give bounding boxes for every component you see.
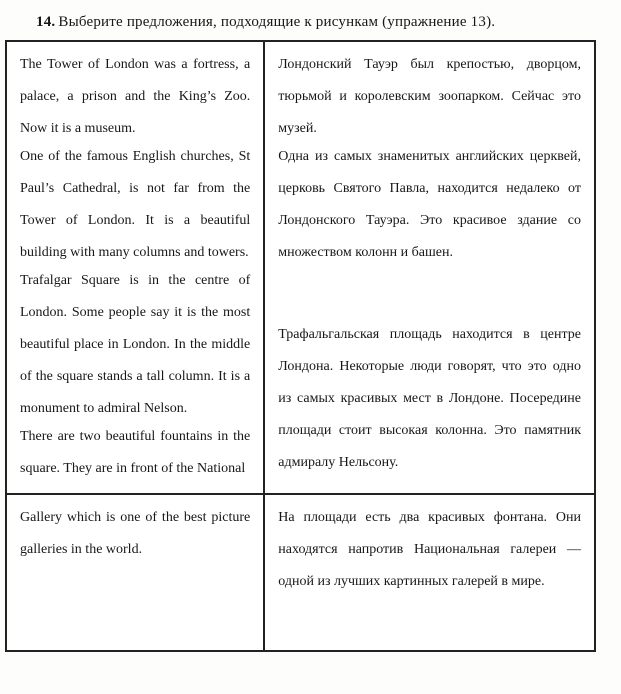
- ru-paragraph-tower: Лондонский Тауэр был крепостью, дворцом, тюрьмой и королевским зоопарком. Сейчас это музей.: [278, 57, 581, 136]
- en-paragraph-fountains: There are two beautiful fountains in the square. They are in front of the National: [20, 429, 251, 476]
- english-cell: [7, 495, 265, 650]
- table-row: [7, 493, 594, 650]
- exercise-header: [36, 12, 601, 32]
- english-cell: [7, 42, 265, 493]
- russian-cell: [265, 42, 594, 493]
- ru-paragraph-trafalgar: Трафальгальская площадь находится в центре Лондона. Некоторые люди говорят, что это одно из самых красивых мест в Лондоне. Посередине площади стоит высокая колонна. Это памятник адмиралу Нельсону.: [278, 327, 581, 470]
- exercise-number: 14.: [36, 14, 56, 30]
- en-paragraph-cathedral: One of the famous English churches, St Paul’s Cathedral, is not far from the Tower of London. It is a beautiful building with many columns and towers.: [20, 149, 251, 260]
- en-paragraph-gallery: Gallery which is one of the best picture galleries in the world.: [20, 510, 251, 557]
- table-row: [7, 42, 594, 493]
- russian-cell: [265, 495, 594, 650]
- en-paragraph-trafalgar: Trafalgar Square is in the centre of London. Some people say it is the most beautiful place in London. In the middle of the square stands a tall column. It is a monument to admiral Nelson.: [20, 273, 251, 416]
- translation-table: [5, 40, 596, 652]
- exercise-instruction: Выберите предложения, подходящие к рисункам (упражнение 13).: [58, 14, 496, 30]
- en-paragraph-tower: The Tower of London was a fortress, a palace, a prison and the King’s Zoo. Now it is a museum.: [20, 57, 251, 136]
- textbook-page: [0, 12, 621, 694]
- ru-paragraph-fountains: На площади есть два красивых фонтана. Они находятся напротив Национальная галереи — одной из лучших картинных галерей в мире.: [278, 510, 581, 589]
- ru-paragraph-cathedral: Одна из самых знаменитых английских церквей, церковь Святого Павла, находится недалеко от Лондонского Тауэра. Это красивое здание со множеством колонн и башен.: [278, 149, 581, 260]
